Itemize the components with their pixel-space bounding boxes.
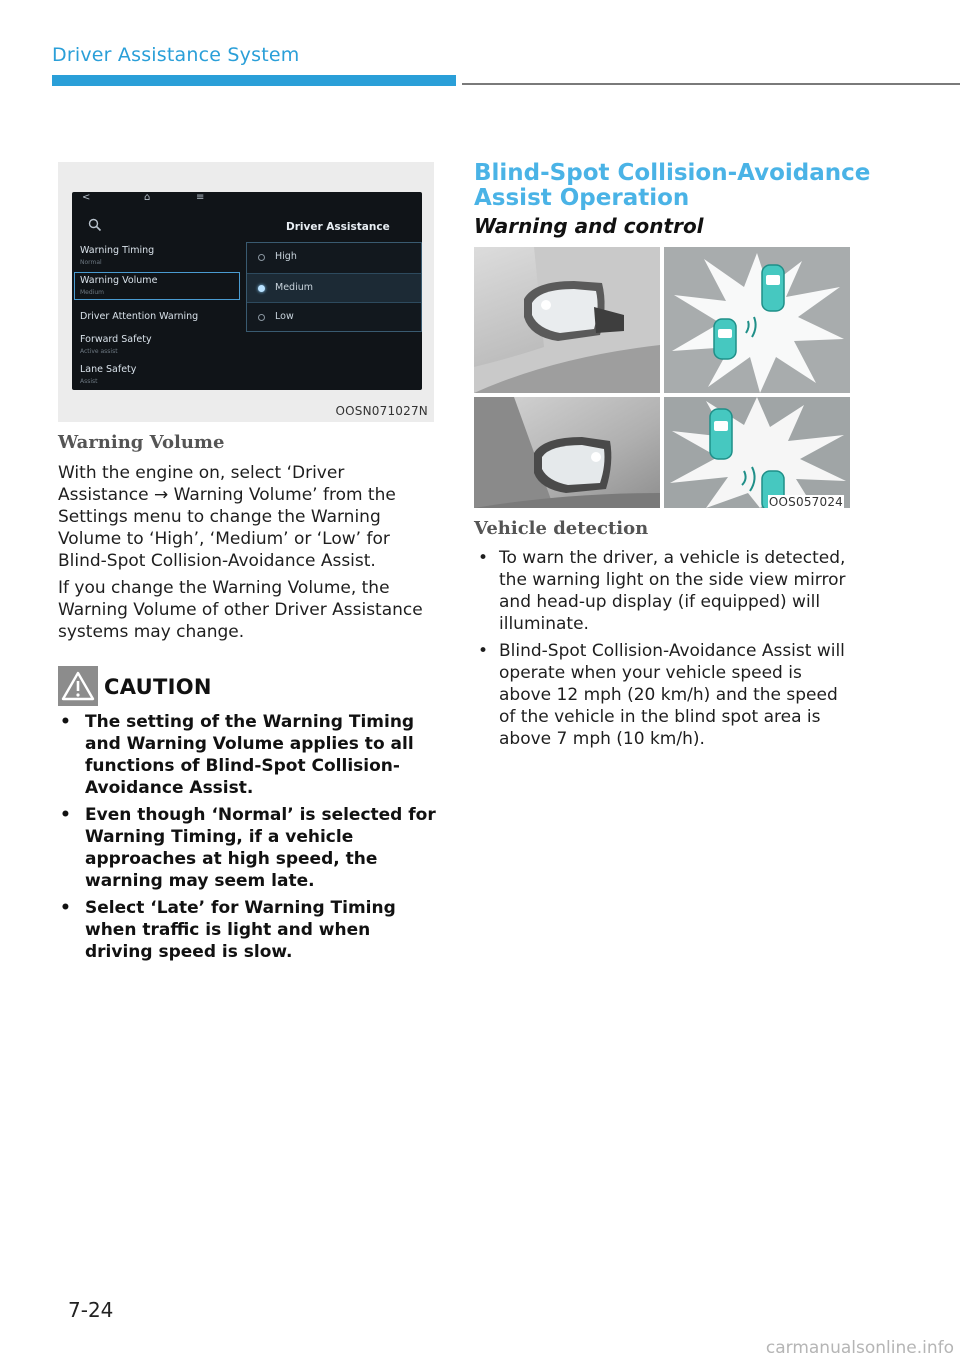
menu-item-warning-timing: Warning Timing <box>80 245 155 256</box>
option-medium <box>247 273 421 303</box>
paragraph: If you change the Warning Volume, the Warning Volume of other Driver Assistance systems may change. <box>58 578 423 642</box>
option-label: Low <box>275 311 294 322</box>
caution-title: CAUTION <box>104 675 212 699</box>
page-number: 7-24 <box>68 1298 114 1322</box>
menu-item-driver-attention: Driver Attention Warning <box>80 311 199 322</box>
caution-icon <box>58 666 98 706</box>
option-label: High <box>275 251 297 262</box>
mirror-illustration <box>474 247 660 393</box>
option-low <box>247 303 421 333</box>
subsection-title: Warning and control <box>474 214 704 238</box>
infotainment-screen <box>72 192 422 390</box>
menu-icon: ≡ <box>196 192 205 203</box>
warning-triangle-icon <box>58 666 98 706</box>
mirror-illustration <box>474 397 660 508</box>
radio-icon <box>258 254 265 261</box>
menu-item-warning-volume: Warning Volume <box>80 275 158 286</box>
header-rule <box>462 83 960 85</box>
figure-code: OOSN071027N <box>335 404 428 418</box>
warning-burst-illustration <box>664 397 850 508</box>
volume-options-panel <box>246 242 422 332</box>
menu-sub-forward-safety: Active assist <box>80 348 118 355</box>
menu-sub-lane-safety: Assist <box>80 378 98 385</box>
header-accent-bar <box>52 75 456 86</box>
list-item-text: Blind-Spot Collision-Avoidance Assist will operate when your vehicle speed is above 12 mph (20 km/h) and the speed of the vehicle in the blind spot area is above 7 mph (10 km/h). <box>499 641 845 749</box>
back-icon: < <box>82 192 91 203</box>
side-mirror-image <box>474 397 660 508</box>
list-item-text: Select ‘Late’ for Warning Timing when traffic is light and when driving speed is slow. <box>85 898 396 962</box>
settings-screen-figure <box>58 162 434 422</box>
menu-item-forward-safety: Forward Safety <box>80 334 152 345</box>
screen-title: Driver Assistance <box>286 221 390 233</box>
heading-vehicle-detection: Vehicle detection <box>474 518 649 539</box>
menu-sub-warning-timing: Normal <box>80 259 102 266</box>
blind-spot-warning-image <box>664 247 850 393</box>
heading-warning-volume: Warning Volume <box>58 432 225 453</box>
section-title: Blind-Spot Collision-Avoidance Assist Operation <box>474 160 871 211</box>
list-item-text: The setting of the Warning Timing and Warning Volume applies to all functions of Blind-Spot Collision-Avoidance Assist. <box>85 712 415 798</box>
warning-burst-illustration <box>664 247 850 393</box>
paragraph: With the engine on, select ‘Driver Assistance → Warning Volume’ from the Settings menu to change the Warning Volume to ‘High’, ‘Medium’ or ‘Low’ for Blind-Spot Collision-Avoidance Assist. <box>58 463 396 571</box>
section-header: Driver Assistance System <box>52 44 300 66</box>
list-item-text: Even though ‘Normal’ is selected for Warning Timing, if a vehicle approaches at high speed, the warning may seem late. <box>85 805 436 891</box>
home-icon: ⌂ <box>144 192 151 203</box>
side-mirror-image <box>474 247 660 393</box>
blind-spot-figure <box>474 247 850 508</box>
radio-selected-icon <box>258 285 265 292</box>
menu-sub-warning-volume: Medium <box>80 289 104 296</box>
menu-item-lane-safety: Lane Safety <box>80 364 137 375</box>
screen-top-bar <box>72 192 422 206</box>
search-icon <box>88 218 102 232</box>
option-high <box>247 243 421 273</box>
figure-code: OOS057024 <box>768 495 843 509</box>
watermark: carmanualsonline.info <box>765 1338 954 1358</box>
list-item-text: To warn the driver, a vehicle is detected, the warning light on the side view mirror and head-up display (if equipped) will illuminate. <box>499 548 846 634</box>
blind-spot-warning-image <box>664 397 850 508</box>
radio-icon <box>258 314 265 321</box>
option-label: Medium <box>275 282 313 293</box>
